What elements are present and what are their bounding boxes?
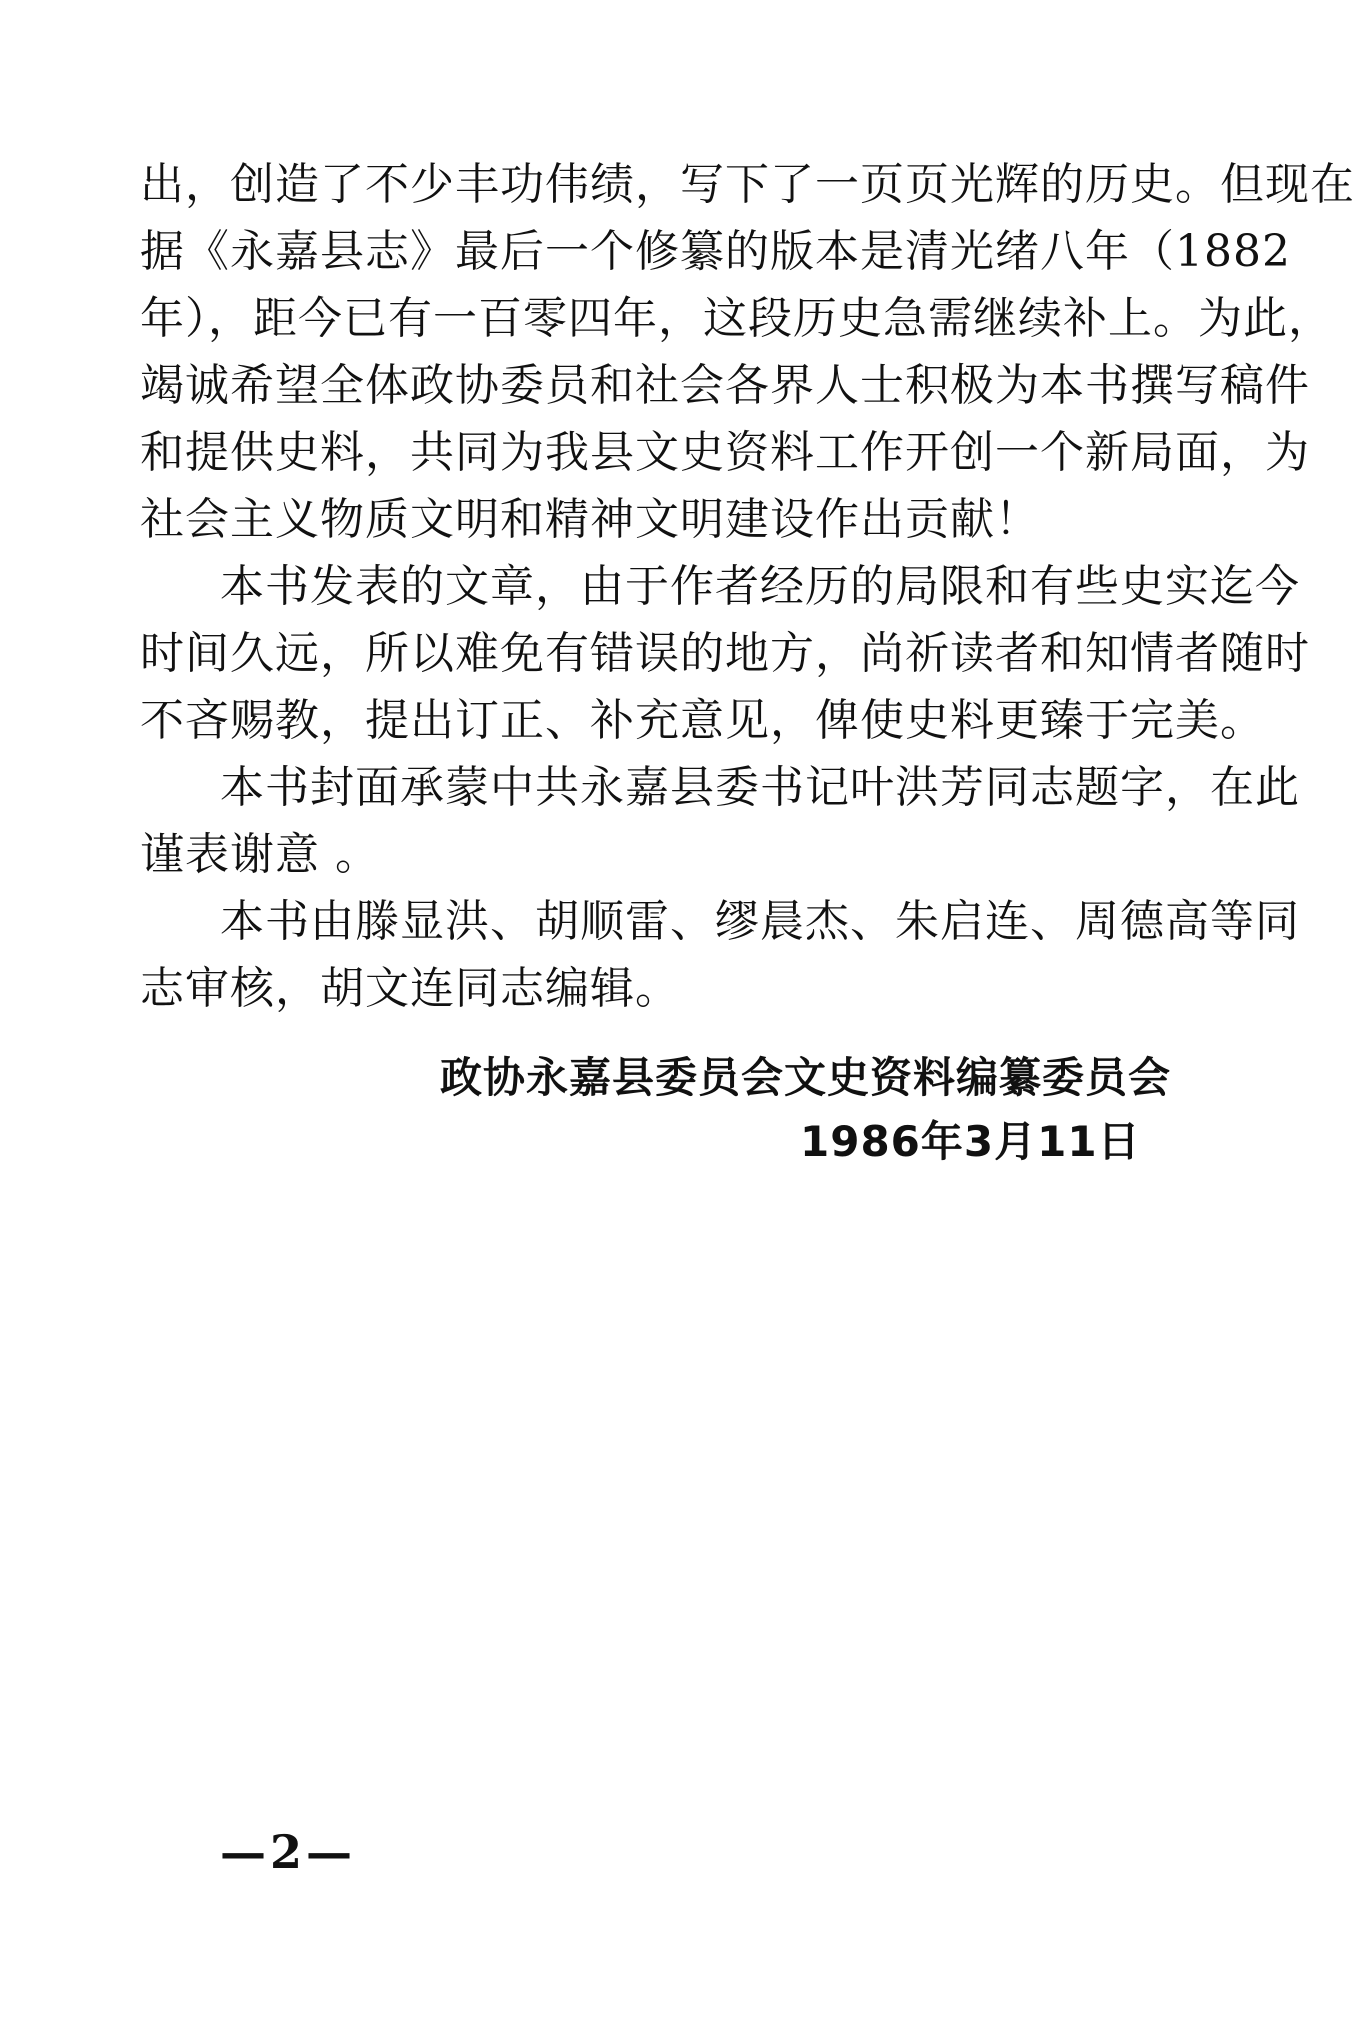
paragraph-line: 不吝赐教，提出订正、补充意见，俾使史料更臻于完美。 <box>140 695 1265 746</box>
paragraph-line: 本书封面承蒙中共永嘉县委书记叶洪芳同志题字，在此 <box>220 762 1300 813</box>
page-number: —2— <box>220 1825 357 1879</box>
paragraph-line: 谨表谢意 。 <box>140 829 380 880</box>
paragraph-line: 本书发表的文章，由于作者经历的局限和有些史实迄今 <box>220 561 1300 612</box>
paragraph-line: 竭诚希望全体政协委员和社会各界人士积极为本书撰写稿件 <box>140 360 1310 411</box>
paragraph-line: 时间久远，所以难免有错误的地方，尚祈读者和知情者随时 <box>140 628 1310 679</box>
paragraph-line: 本书由滕显洪、胡顺雷、缪晨杰、朱启连、周德高等同 <box>220 896 1300 947</box>
paragraph-line: 志审核，胡文连同志编辑。 <box>140 963 680 1014</box>
signature-organization: 政协永嘉县委员会文史资料编纂委员会 <box>440 1053 1172 1102</box>
signature-date: 1986年3月11日 <box>800 1117 1141 1166</box>
paragraph-line: 据《永嘉县志》最后一个修纂的版本是清光绪八年（1882 <box>140 226 1291 277</box>
paragraph-line: 社会主义物质文明和精神文明建设作出贡献！ <box>140 494 1040 545</box>
paragraph-line: 年），距今已有一百零四年，这段历史急需继续补上。为此， <box>140 293 1333 344</box>
paragraph-line: 和提供史料，共同为我县文史资料工作开创一个新局面，为 <box>140 427 1310 478</box>
paragraph-line: 出，创造了不少丰功伟绩，写下了一页页光辉的历史。但现在 <box>140 159 1355 210</box>
